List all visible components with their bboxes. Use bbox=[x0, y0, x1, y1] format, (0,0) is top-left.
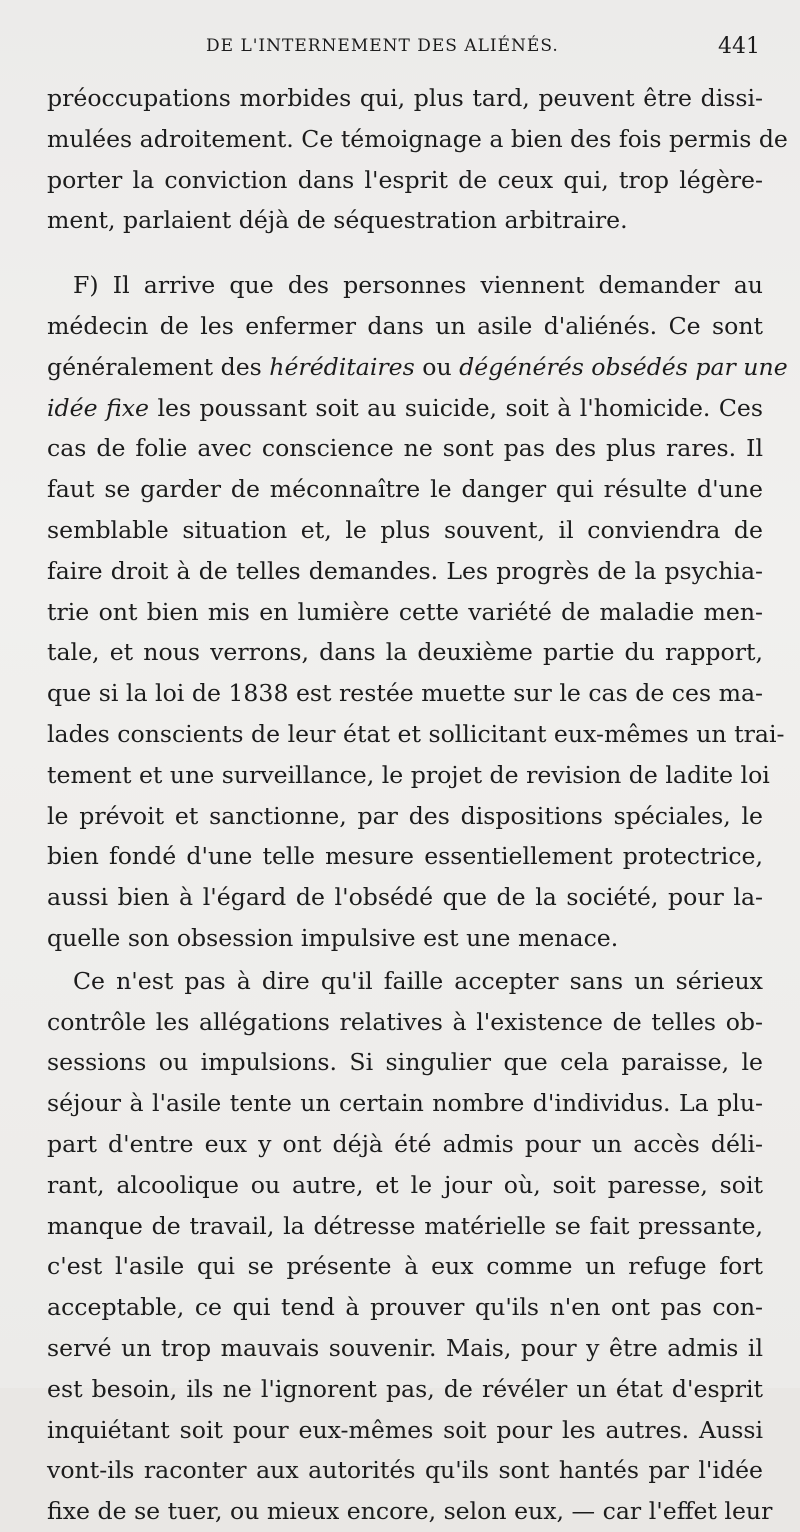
text-line: Ce n'est pas à dire qu'il faille accepter sans un sérieux bbox=[73, 966, 763, 995]
text-run: ou bbox=[414, 352, 460, 381]
text-line: que si la loi de 1838 est restée muette sur le cas de ces ma- bbox=[47, 679, 763, 708]
text-line: acceptable, ce qui tend à prouver qu'ils n'en ont pas con- bbox=[47, 1293, 763, 1322]
text-line-with-italics bbox=[47, 347, 788, 388]
text-line: aussi bien à l'égard de l'obsédé que de la société, pour la- bbox=[47, 883, 763, 912]
text-line: part d'entre eux y ont déjà été admis pour un accès déli- bbox=[47, 1129, 763, 1158]
text-line: faut se garder de méconnaître le danger qui résulte d'une bbox=[47, 475, 763, 504]
text-line: séjour à l'asile tente un certain nombre d'individus. La plu- bbox=[47, 1089, 763, 1118]
text-line: servé un trop mauvais souvenir. Mais, pour y être admis il bbox=[47, 1333, 763, 1362]
text-line: bien fondé d'une telle mesure essentiellement protectrice, bbox=[47, 842, 763, 871]
paragraph-1 bbox=[47, 78, 788, 241]
text-line: tale, et nous verrons, dans la deuxième partie du rapport, bbox=[47, 638, 763, 667]
text-line: vont-ils raconter aux autorités qu'ils sont hantés par l'idée bbox=[47, 1456, 763, 1485]
text-line: faire droit à de telles demandes. Les progrès de la psychia- bbox=[47, 556, 763, 585]
text-line: inquiétant soit pour eux-mêmes soit pour les autres. Aussi bbox=[47, 1415, 763, 1444]
text-line: semblable situation et, le plus souvent, il conviendra de bbox=[47, 515, 763, 544]
text-line: est besoin, ils ne l'ignorent pas, de révéler un état d'esprit bbox=[47, 1374, 763, 1403]
running-head: DE L'INTERNEMENT DES ALIÉNÉS. bbox=[206, 36, 559, 56]
text-line: quelle son obsession impulsive est une menace. bbox=[47, 923, 619, 952]
text-line: le prévoit et sanctionne, par des dispositions spéciales, le bbox=[47, 801, 763, 830]
text-line: manque de travail, la détresse matérielle se fait pressante, bbox=[47, 1211, 763, 1240]
text-line: rant, alcoolique ou autre, et le jour où, soit paresse, soit bbox=[47, 1170, 763, 1199]
text-line: F) Il arrive que des personnes viennent demander au bbox=[73, 271, 763, 300]
text-line: porter la conviction dans l'esprit de ceux qui, trop légère- bbox=[47, 165, 763, 194]
text-line: ment, parlaient déjà de séquestration arbitraire. bbox=[47, 206, 628, 235]
text-line: lades conscients de leur état et sollicitant eux-mêmes un trai- bbox=[47, 719, 785, 748]
text-run: généralement des bbox=[47, 352, 270, 381]
text-line: sessions ou impulsions. Si singulier que cela paraisse, le bbox=[47, 1048, 763, 1077]
page-number: 441 bbox=[718, 34, 760, 59]
text-line: tement et une surveillance, le projet de revision de ladite loi bbox=[47, 760, 770, 789]
text-line: fixe de se tuer, ou mieux encore, selon eux, — car l'effet leur bbox=[47, 1497, 773, 1526]
paragraph-3 bbox=[47, 961, 773, 1532]
paragraph-2 bbox=[47, 265, 788, 959]
text-line: trie ont bien mis en lumière cette variété de maladie men- bbox=[47, 597, 763, 626]
page-body bbox=[47, 78, 788, 1532]
text-line: cas de folie avec conscience ne sont pas des plus rares. Il bbox=[47, 434, 763, 463]
page-header bbox=[206, 36, 760, 66]
paragraph-gap bbox=[47, 241, 763, 265]
text-line: contrôle les allégations relatives à l'existence de telles ob- bbox=[47, 1007, 763, 1036]
italic-term: idée fixe bbox=[47, 393, 150, 422]
text-line: c'est l'asile qui se présente à eux comme un refuge fort bbox=[47, 1252, 763, 1281]
text-line: préoccupations morbides qui, plus tard, peuvent être dissi- bbox=[47, 84, 763, 112]
text-run: les poussant soit au suicide, soit à l'homicide. Ces bbox=[149, 393, 763, 422]
text-line-with-italics bbox=[47, 388, 763, 429]
text-line: mulées adroitement. Ce témoignage a bien des fois permis de bbox=[47, 124, 788, 153]
text-line: médecin de les enfermer dans un asile d'aliénés. Ce sont bbox=[47, 311, 763, 340]
italic-term: héréditaires bbox=[269, 352, 415, 381]
italic-term: dégénérés obsédés par une bbox=[459, 352, 788, 381]
